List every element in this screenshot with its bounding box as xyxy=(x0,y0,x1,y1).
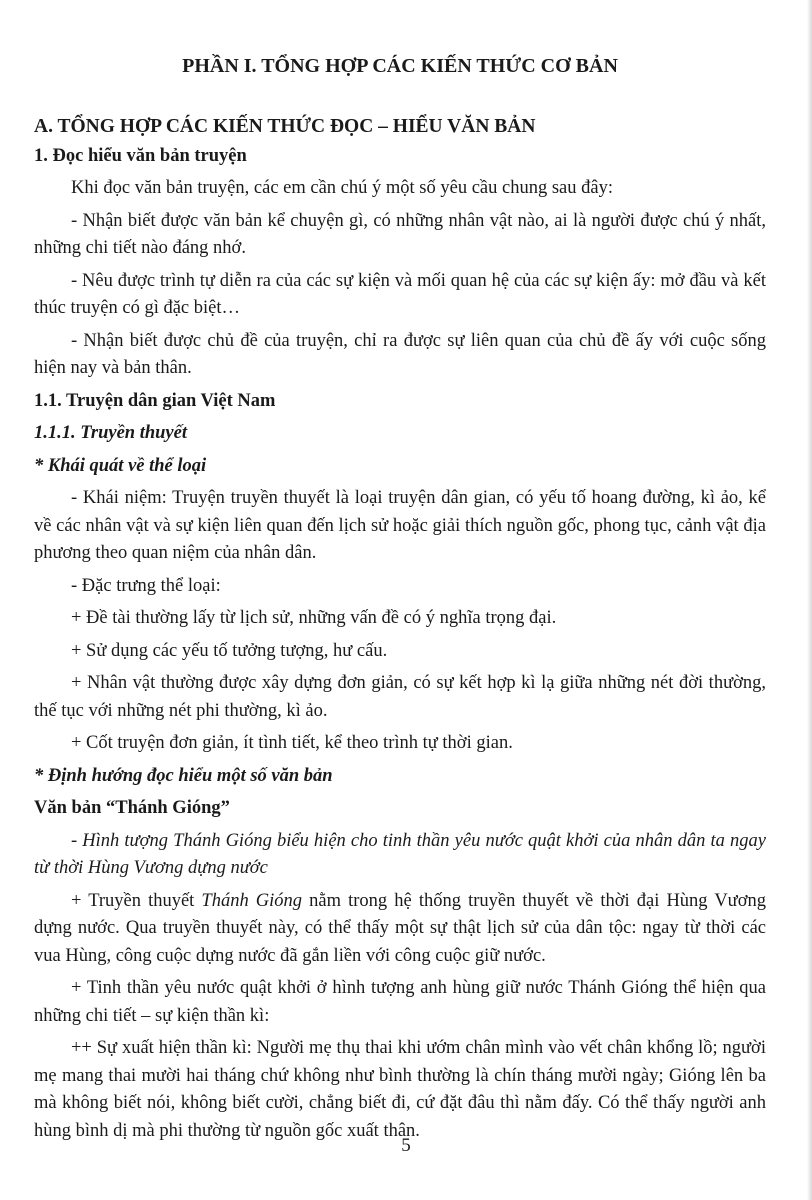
page-edge-shadow xyxy=(807,0,812,1200)
paragraph-characteristics: - Đặc trưng thể loại: xyxy=(71,575,221,596)
paragraph-characteristic-2: + Sử dụng các yếu tố tưởng tượng, hư cấu. xyxy=(71,640,388,661)
heading-text-title: Văn bản “Thánh Gióng” xyxy=(34,798,230,818)
paragraph-definition: - Khái niệm: Truyện truyền thuyết là loại truyện dân gian, có yếu tố hoang đường, kì ảo, kể về các nhân vật và sự kiện liên quan đến lịch sử hoặc giải thích nguồn gốc, phong tục, cảnh vật địa phương theo quan niệm của nhân dân. xyxy=(34,488,766,563)
paragraph-characteristic-4: + Cốt truyện đơn giản, ít tình tiết, kể theo trình tự thời gian. xyxy=(71,733,513,753)
paragraph-legend-system xyxy=(34,888,766,971)
legend-text-a: + Truyền thuyết xyxy=(71,890,202,911)
heading-genre-overview: * Khái quát về thể loại xyxy=(34,455,207,476)
legend-text-c: nằm trong hệ thống truyền thuyết về thời đại Hùng Vương dựng nước. Qua truyền thuyết này, có thể thấy một sự thật lịch sử của dân tộc: ngay từ thời các vua Hùng, công cuộc dựng nước đã gắn liền với công cuộc giữ nước. xyxy=(34,890,766,966)
paragraph-characteristic-3: + Nhân vật thường được xây dựng đơn giản, có sự kết hợp kì lạ giữa những nét đời thường, thế tục với những nét phi thường, kì ảo. xyxy=(34,673,766,721)
heading-reading-guide: * Định hướng đọc hiểu một số văn bản xyxy=(34,765,333,786)
paragraph-requirement-1: - Nhận biết được văn bản kể chuyện gì, có những nhân vật nào, ai là người được chú ý nhất, những chi tiết nào đáng nhớ. xyxy=(34,210,766,258)
paragraph-requirement-2: - Nêu được trình tự diễn ra của các sự kiện và mối quan hệ của các sự kiện ấy: mở đầu và kết thúc truyện có gì đặc biệt… xyxy=(34,270,766,318)
heading-1-1: 1.1. Truyện dân gian Việt Nam xyxy=(34,390,276,411)
paragraph-image-statement: - Hình tượng Thánh Gióng biểu hiện cho tinh thần yêu nước quật khởi của nhân dân ta ngay từ thời Hùng Vương dựng nước xyxy=(34,830,766,878)
section-a-heading: A. TỔNG HỢP CÁC KIẾN THỨC ĐỌC – HIỂU VĂN BẢN xyxy=(34,116,536,137)
paragraph-miraculous-birth: ++ Sự xuất hiện thần kì: Người mẹ thụ thai khi ướm chân mình vào vết chân khổng lồ; người mẹ mang thai mười hai tháng chứ không như bình thường là chín tháng mười ngày; Gióng lên ba mà không biết nói, không biết cười, chẳng biết đi, cứ đặt đâu thì nằm đấy. Có thể thấy người anh hùng bình dị mà phi thường từ nguồn gốc xuất thân. xyxy=(34,1038,766,1141)
part-title: PHẦN I. TỔNG HỢP CÁC KIẾN THỨC CƠ BẢN xyxy=(182,55,618,77)
heading-1: 1. Đọc hiểu văn bản truyện xyxy=(34,145,247,166)
paragraph-patriotism: + Tinh thần yêu nước quật khởi ở hình tượng anh hùng giữ nước Thánh Gióng thể hiện qua những chi tiết – sự kiện thần kì: xyxy=(34,978,766,1026)
page-number: 5 xyxy=(401,1135,411,1156)
paragraph-intro: Khi đọc văn bản truyện, các em cần chú ý một số yêu cầu chung sau đây: xyxy=(71,178,613,198)
paragraph-requirement-3: - Nhận biết được chủ đề của truyện, chỉ ra được sự liên quan của chủ đề ấy với cuộc sống hiện nay và bản thân. xyxy=(34,330,766,378)
paragraph-characteristic-1: + Đề tài thường lấy từ lịch sử, những vấn đề có ý nghĩa trọng đại. xyxy=(71,608,557,628)
heading-1-1-1: 1.1.1. Truyền thuyết xyxy=(34,423,187,443)
legend-title: Thánh Gióng xyxy=(201,890,303,911)
